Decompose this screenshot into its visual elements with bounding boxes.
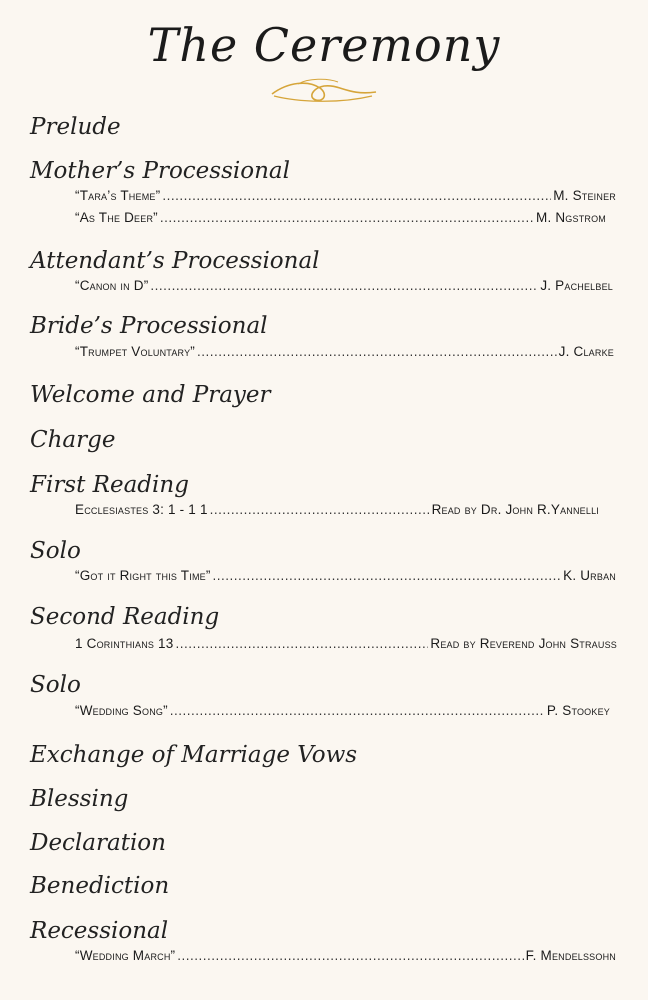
page-title: The Ceremony xyxy=(147,18,501,72)
leader-dots xyxy=(162,188,551,203)
section-exchange-of-vows: Exchange of Marriage Vows xyxy=(30,742,358,768)
entry-title: Ecclesiastes 3: 1 - 1 1 xyxy=(75,502,208,517)
program-entry-trumpet-voluntary xyxy=(75,344,614,364)
leader-dots xyxy=(213,568,562,583)
leader-dots xyxy=(160,210,534,225)
entry-reader: Read by Reverend John Strauss xyxy=(430,636,617,651)
program-entry-wedding-song xyxy=(75,703,610,723)
leader-dots xyxy=(175,636,428,651)
entry-title: “As The Deer” xyxy=(75,210,158,225)
section-welcome-and-prayer: Welcome and Prayer xyxy=(30,382,271,408)
entry-composer: K. Urban xyxy=(563,568,616,583)
leader-dots xyxy=(177,948,523,963)
entry-composer: M. Steiner xyxy=(553,188,616,203)
program-entry-ecclesiastes xyxy=(75,502,599,522)
program-entry-wedding-march xyxy=(75,948,616,968)
entry-composer: M. Ngstrom xyxy=(536,210,606,225)
leader-dots xyxy=(210,502,430,517)
entry-title: 1 Corinthians 13 xyxy=(75,636,174,651)
section-second-reading: Second Reading xyxy=(30,604,220,630)
section-mothers-processional: Mother’s Processional xyxy=(30,158,290,184)
program-entry-taras-theme xyxy=(75,188,616,208)
section-charge: Charge xyxy=(30,427,116,453)
section-solo-1: Solo xyxy=(30,538,81,564)
section-attendants-processional: Attendant’s Processional xyxy=(30,248,320,274)
section-first-reading: First Reading xyxy=(30,472,189,498)
section-prelude: Prelude xyxy=(30,114,121,140)
leader-dots xyxy=(170,703,545,718)
section-recessional: Recessional xyxy=(30,918,169,944)
program-entry-got-it-right xyxy=(75,568,616,588)
program-entry-canon-in-d xyxy=(75,278,613,298)
program-entry-as-the-deer xyxy=(75,210,606,230)
section-brides-processional: Bride’s Processional xyxy=(30,313,268,339)
entry-title: “Got it Right this Time” xyxy=(75,568,211,583)
entry-title: “Wedding Song” xyxy=(75,703,168,718)
entry-composer: P. Stookey xyxy=(546,703,610,718)
entry-reader: Read by Dr. John R.Yannelli xyxy=(431,502,599,517)
entry-title: “Tara’s Theme” xyxy=(75,188,161,203)
section-benediction: Benediction xyxy=(30,873,170,899)
entry-title: “Wedding March” xyxy=(75,948,176,963)
entry-title: “Canon in D” xyxy=(75,278,149,293)
entry-composer: J. Pachelbel xyxy=(540,278,613,293)
section-solo-2: Solo xyxy=(30,672,81,698)
entry-title: “Trumpet Voluntary” xyxy=(75,344,195,359)
leader-dots xyxy=(197,344,557,359)
entry-composer: J. Clarke xyxy=(558,344,614,359)
section-blessing: Blessing xyxy=(30,786,129,812)
program-entry-corinthians xyxy=(75,636,617,656)
leader-dots xyxy=(150,278,538,293)
flourish-ornament-icon xyxy=(268,76,380,106)
entry-composer: F. Mendelssohn xyxy=(525,948,616,963)
section-declaration: Declaration xyxy=(30,830,166,856)
